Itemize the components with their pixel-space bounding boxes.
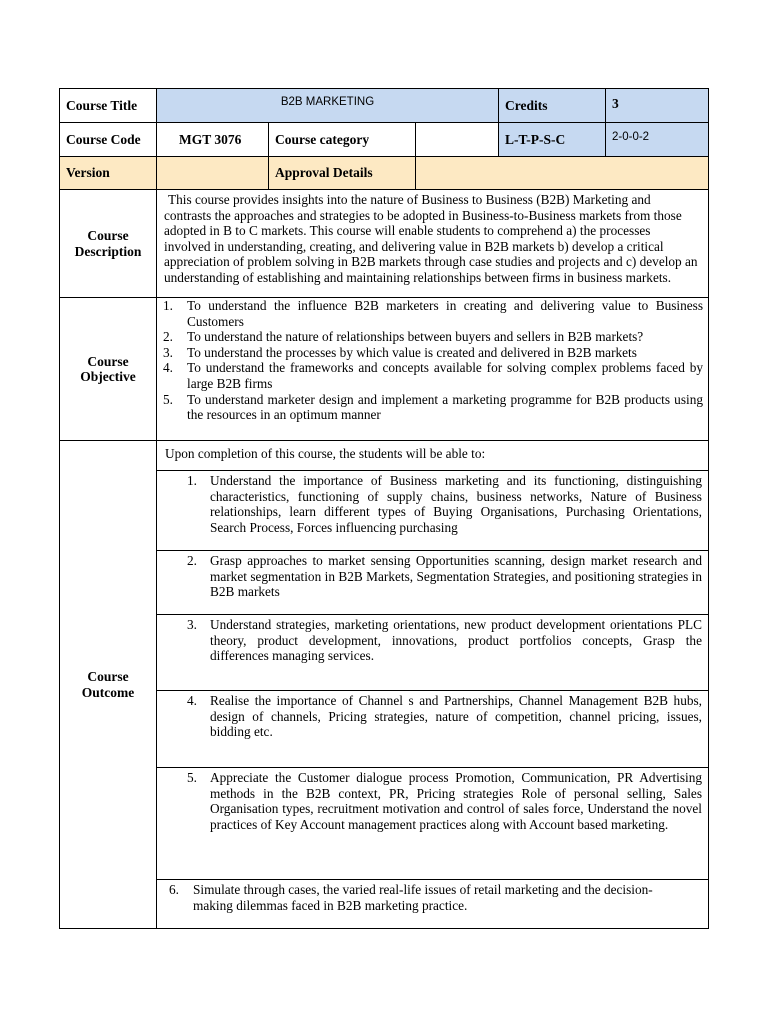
objective-list	[163, 298, 703, 423]
course-description-label: Course Description	[59, 189, 157, 298]
course-title-label: Course Title	[59, 88, 157, 123]
outcome-divider	[156, 550, 709, 551]
course-outcome-label: Course Outcome	[59, 440, 157, 929]
objective-number: 5.	[163, 391, 173, 407]
course-objective-label: Course Objective	[59, 297, 157, 441]
outcome-text: Realise the importance of Channel s and Partnerships, Channel Management B2B hubs, design of channels, Pricing strategies, nature of competition, channel pricing, issues, bidding etc.	[210, 693, 702, 740]
objective-item	[163, 345, 703, 361]
outcome-text: Simulate through cases, the varied real-life issues of retail marketing and the decision-making dilemmas faced in B2B marketing practice.	[193, 882, 653, 913]
course-objective-cell	[156, 297, 709, 441]
objective-text: To understand the influence B2B marketers in creating and delivering value to Business Customers	[187, 298, 703, 329]
outcome-intro: Upon completion of this course, the students will be able to:	[165, 446, 486, 461]
course-description-text: This course provides insights into the nature of Business to Business (B2B) Marketing and contrasts the approaches and strategies to be adopted in Business-to-Business markets from those adopted in B to C markets. This course will enable students to comprehend a) the processes involved in understanding, creating, and delivering value in B2B markets b) develop a critical appreciation of problem solving in B2B markets through case studies and projects and c) develop an understanding of establishing and maintaining relationships between firms in business markets.	[164, 192, 698, 285]
objective-text: To understand the frameworks and concepts available for solving complex problems faced by large B2B firms	[187, 360, 703, 391]
objective-text: To understand the processes by which value is created and delivered in B2B markets	[187, 344, 637, 360]
outcome-number: 6.	[169, 882, 179, 897]
credits-value: 3	[605, 88, 709, 123]
outcome-text: Appreciate the Customer dialogue process Promotion, Communication, PR Advertising methods in the B2B context, PR, Pricing strategies Role of personal selling, Sales Organisation types, recruitment motivation and control of sales force, Understand the novel practices of Key Account management practices along with Account based marketing.	[210, 770, 702, 832]
outcome-divider	[156, 879, 709, 880]
outcome-divider	[156, 614, 709, 615]
outcome-number: 3.	[187, 617, 197, 632]
course-description-cell	[156, 189, 709, 298]
objective-number: 2.	[163, 329, 173, 345]
objective-item	[163, 360, 703, 391]
objective-text: To understand the nature of relationships between buyers and sellers in B2B markets?	[187, 329, 644, 345]
outcome-text: Understand strategies, marketing orientations, new product development orientations PLC theory, product development, innovations, product portfolios concepts, Grasp the differences managing services.	[210, 617, 702, 664]
outcome-divider	[156, 767, 709, 768]
course-category-value	[415, 122, 499, 157]
objective-item	[163, 392, 703, 423]
version-value	[156, 156, 269, 190]
approval-details-value	[415, 156, 709, 190]
ltpsc-label: L-T-P-S-C	[498, 122, 606, 157]
outcome-number: 2.	[187, 553, 197, 568]
course-title-value: B2B MARKETING	[156, 88, 499, 123]
outcome-number: 1.	[187, 473, 197, 488]
approval-details-label: Approval Details	[268, 156, 416, 190]
objective-item	[163, 329, 703, 345]
course-category-label: Course category	[268, 122, 416, 157]
outcome-number: 5.	[187, 770, 197, 785]
outcome-text: Grasp approaches to market sensing Opportunities scanning, design market research and market segmentation in B2B Markets, Segmentation Strategies, and positioning strategies in B2B markets	[210, 553, 702, 600]
objective-item	[163, 298, 703, 329]
credits-label: Credits	[498, 88, 606, 123]
version-label: Version	[59, 156, 157, 190]
course-code-value: MGT 3076	[156, 122, 269, 157]
course-code-label: Course Code	[59, 122, 157, 157]
objective-text: To understand marketer design and implement a marketing programme for B2B products using the resources in an optimum manner	[187, 391, 703, 423]
outcome-divider	[156, 470, 709, 471]
objective-number: 1.	[163, 298, 173, 313]
course-outcome-cell	[156, 440, 709, 929]
outcome-divider	[156, 690, 709, 691]
ltpsc-value: 2-0-0-2	[605, 122, 709, 157]
outcome-text: Understand the importance of Business marketing and its functioning, distinguishing characteristics, functioning of supply chains, business networks, Nature of Business relationships, learn different types of Buying Organisations, Purchasing Orientations, Search Process, Forces influencing purchasing	[210, 473, 702, 535]
objective-number: 4.	[163, 360, 173, 376]
objective-number: 3.	[163, 344, 173, 360]
outcome-number: 4.	[187, 693, 197, 708]
